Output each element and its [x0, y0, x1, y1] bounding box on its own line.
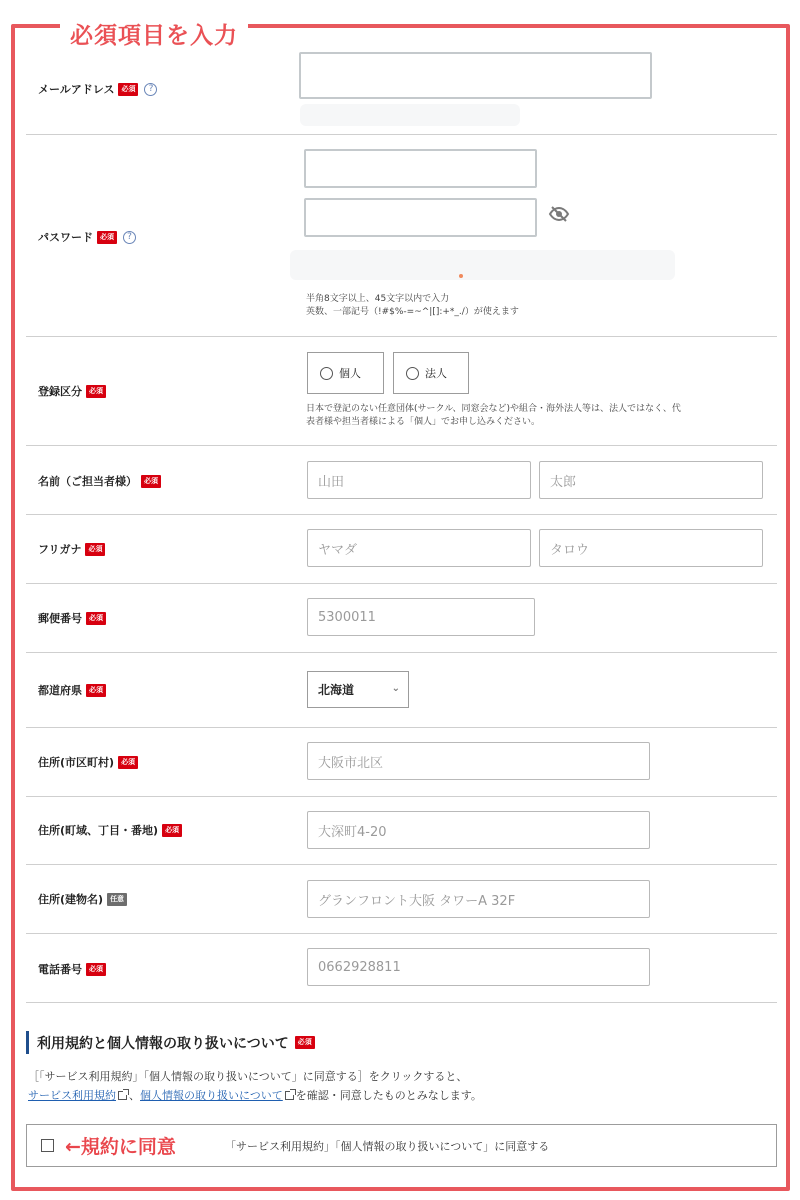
postal-label-group	[38, 610, 106, 626]
row-divider	[26, 1002, 777, 1003]
required-badge: 必須	[86, 684, 106, 697]
street-label: 住所(町域、丁目・番地)	[38, 824, 159, 837]
required-badge: 必須	[295, 1036, 315, 1049]
terms-title: 利用規約と個人情報の取り扱いについて	[37, 1035, 289, 1052]
help-icon[interactable]: ?	[144, 83, 157, 96]
agree-annotation: ←規約に同意	[65, 1136, 176, 1158]
last-name-kana-input[interactable]: ヤマダ	[307, 529, 531, 567]
prefecture-label: 都道府県	[38, 684, 82, 697]
first-name-input[interactable]: 太郎	[539, 461, 763, 499]
first-name-kana-input[interactable]: タロウ	[539, 529, 763, 567]
password-hint-line1: 半角8文字以上、45文字以内で入力	[306, 294, 450, 304]
service-terms-link[interactable]: サービス利用規約	[28, 1089, 116, 1102]
phone-input[interactable]: 0662928811	[307, 948, 650, 986]
radio-individual[interactable]	[307, 352, 384, 394]
agree-checkbox[interactable]	[41, 1139, 54, 1152]
password-label-group	[38, 229, 136, 245]
agree-label[interactable]: 「サービス利用規約」「個人情報の取り扱いについて」に同意する	[225, 1140, 550, 1153]
required-badge: 必須	[86, 612, 106, 625]
email-label: メールアドレス	[38, 83, 115, 96]
row-divider	[26, 583, 777, 584]
row-divider	[26, 796, 777, 797]
phone-label: 電話番号	[38, 963, 82, 976]
postal-code-input[interactable]: 5300011	[307, 598, 535, 636]
terms-consent-tail: を確認・同意したものとみなします。	[295, 1089, 482, 1102]
furigana-label: フリガナ	[38, 543, 82, 556]
city-input[interactable]: 大阪市北区	[307, 742, 650, 780]
city-label-group	[38, 754, 138, 770]
radio-circle[interactable]	[320, 367, 333, 380]
agree-row[interactable]	[26, 1124, 777, 1167]
registration-hint-line2: 表者様や担当者様による「個人」でお申し込みください。	[306, 417, 541, 427]
street-label-group	[38, 822, 182, 838]
row-divider	[26, 134, 777, 135]
building-label: 住所(建物名)	[38, 893, 104, 906]
separator: 、	[129, 1089, 140, 1102]
radio-circle[interactable]	[406, 367, 419, 380]
optional-badge: 任意	[107, 893, 127, 906]
row-divider	[26, 445, 777, 446]
external-link-icon	[118, 1091, 127, 1100]
required-badge: 必須	[85, 543, 105, 556]
required-badge: 必須	[97, 231, 117, 244]
privacy-policy-link[interactable]: 個人情報の取り扱いについて	[140, 1089, 283, 1102]
row-divider	[26, 933, 777, 934]
name-label-group	[38, 473, 161, 489]
registration-label-group	[38, 383, 106, 399]
building-label-group	[38, 891, 127, 907]
eye-slash-icon[interactable]	[548, 205, 570, 223]
blurred-area	[290, 250, 675, 280]
row-divider	[26, 652, 777, 653]
prefecture-select[interactable]	[307, 671, 409, 708]
blurred-area	[300, 104, 520, 126]
registration-hint-line1: 日本で登記のない任意団体(サークル、同窓会など)や組合・海外法人等は、法人ではなく、代	[306, 404, 681, 414]
terms-section-heading	[26, 1031, 315, 1054]
required-badge: 必須	[162, 824, 182, 837]
required-badge: 必須	[118, 756, 138, 769]
help-icon[interactable]: ?	[123, 231, 136, 244]
row-divider	[26, 864, 777, 865]
phone-label-group	[38, 961, 106, 977]
registration-label: 登録区分	[38, 385, 82, 398]
email-input[interactable]	[299, 52, 652, 99]
email-label-group	[38, 81, 157, 97]
prefecture-selected-value: 北海道	[318, 683, 355, 697]
last-name-input[interactable]: 山田	[307, 461, 531, 499]
terms-description-line2	[28, 1088, 482, 1104]
required-badge: 必須	[86, 963, 106, 976]
prefecture-label-group	[38, 682, 106, 698]
required-fields-banner: 必須項目を入力	[60, 16, 248, 56]
marker-dot	[459, 274, 463, 278]
radio-corporation-label: 法人	[425, 367, 447, 380]
city-label: 住所(市区町村)	[38, 756, 115, 769]
row-divider	[26, 727, 777, 728]
password-label: パスワード	[38, 231, 93, 244]
radio-corporation[interactable]	[393, 352, 469, 394]
terms-description-line1: ［「サービス利用規約」「個人情報の取り扱いについて」に同意する］をクリックすると、	[28, 1070, 468, 1083]
password-hint-line2: 英数、一部記号（!#$%-=~^|[]:+*_./）が使えます	[306, 307, 519, 317]
external-link-icon	[285, 1091, 294, 1100]
chevron-down-icon: ⌄	[391, 683, 400, 694]
postal-label: 郵便番号	[38, 612, 82, 625]
radio-individual-label: 個人	[339, 367, 361, 380]
password-confirm-input[interactable]	[304, 198, 537, 237]
row-divider	[26, 514, 777, 515]
building-input[interactable]: グランフロント大阪 タワーA 32F	[307, 880, 650, 918]
street-input[interactable]: 大深町4-20	[307, 811, 650, 849]
required-badge: 必須	[141, 475, 161, 488]
name-label: 名前（ご担当者様）	[38, 475, 137, 488]
required-badge: 必須	[86, 385, 106, 398]
furigana-label-group	[38, 541, 105, 557]
required-badge: 必須	[118, 83, 138, 96]
row-divider	[26, 336, 777, 337]
password-input[interactable]	[304, 149, 537, 188]
